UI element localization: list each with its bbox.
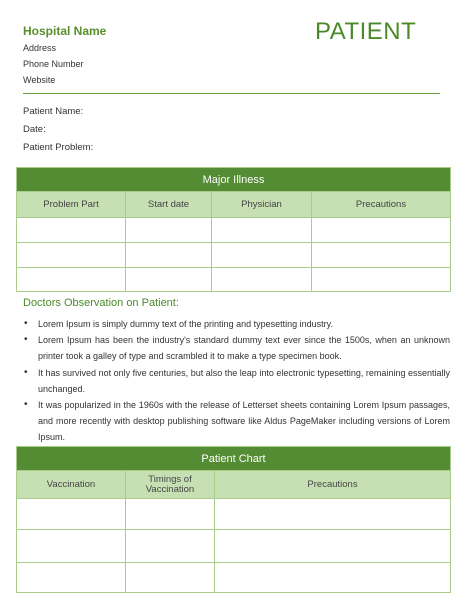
table-row xyxy=(17,243,451,268)
page-title: PATIENT xyxy=(315,18,417,45)
table-row xyxy=(17,268,451,292)
column-header-vaccination: Vaccination xyxy=(17,471,126,499)
patient-chart-title: Patient Chart xyxy=(17,447,451,471)
table-cell[interactable] xyxy=(17,563,126,593)
table-cell[interactable] xyxy=(126,218,212,243)
patient-name-field[interactable]: Patient Name: xyxy=(23,106,84,117)
column-header-timings-of-vaccination: Timings of Vaccination xyxy=(126,471,215,499)
patient-chart-table xyxy=(16,446,451,593)
table-cell[interactable] xyxy=(17,218,126,243)
table-cell[interactable] xyxy=(312,218,451,243)
table-cell[interactable] xyxy=(215,563,451,593)
table-cell[interactable] xyxy=(312,268,451,292)
observation-list xyxy=(23,316,450,446)
table-cell[interactable] xyxy=(17,530,126,563)
table-cell[interactable] xyxy=(212,268,312,292)
list-item: • Lorem Ipsum is simply dummy text of the printing and typesetting industry. xyxy=(23,316,450,332)
major-illness-table xyxy=(16,167,451,292)
hospital-name: Hospital Name xyxy=(23,24,107,38)
table-cell[interactable] xyxy=(215,530,451,563)
table-cell[interactable] xyxy=(126,563,215,593)
table-cell[interactable] xyxy=(215,499,451,530)
column-header-precautions: Precautions xyxy=(215,471,451,499)
table-cell[interactable] xyxy=(212,243,312,268)
column-header-problem-part: Problem Part xyxy=(17,192,126,218)
patient-problem-field[interactable]: Patient Problem: xyxy=(23,142,94,153)
table-row xyxy=(17,218,451,243)
observation-title: Doctors Observation on Patient: xyxy=(23,297,179,309)
list-item: • It was popularized in the 1960s with the release of Letterset sheets containing Lorem Ipsum passages, and more recently with desktop publishing software like Aldus PageMaker including versions of Lorem Ipsum. xyxy=(23,397,450,446)
date-field[interactable]: Date: xyxy=(23,124,46,135)
table-cell[interactable] xyxy=(126,243,212,268)
table-cell[interactable] xyxy=(126,530,215,563)
table-cell[interactable] xyxy=(17,499,126,530)
hospital-address: Address xyxy=(23,43,57,53)
hospital-website: Website xyxy=(23,75,56,85)
major-illness-title: Major Illness xyxy=(17,168,451,192)
table-row xyxy=(17,563,451,593)
header-divider xyxy=(23,93,440,94)
table-cell[interactable] xyxy=(126,499,215,530)
column-header-precautions: Precautions xyxy=(312,192,451,218)
column-header-physician: Physician xyxy=(212,192,312,218)
list-item: • Lorem Ipsum has been the industry's standard dummy text ever since the 1500s, when an unknown printer took a galley of type and scrambled it to make a type specimen book. xyxy=(23,332,450,364)
table-cell[interactable] xyxy=(312,243,451,268)
table-cell[interactable] xyxy=(212,218,312,243)
list-item: • It has survived not only five centuries, but also the leap into electronic typesetting, remaining essentially unchanged. xyxy=(23,365,450,397)
table-cell[interactable] xyxy=(17,268,126,292)
table-cell[interactable] xyxy=(17,243,126,268)
table-row xyxy=(17,530,451,563)
hospital-phone: Phone Number xyxy=(23,59,84,69)
table-cell[interactable] xyxy=(126,268,212,292)
table-row xyxy=(17,499,451,530)
column-header-start-date: Start date xyxy=(126,192,212,218)
